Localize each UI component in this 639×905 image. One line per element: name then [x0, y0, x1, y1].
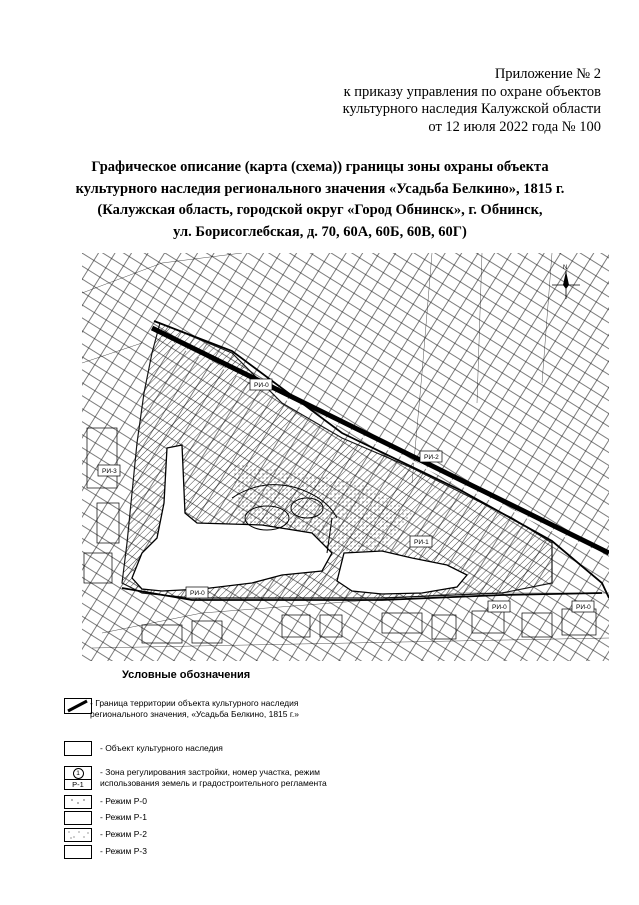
appendix-date: от 12 июля 2022 года № 100 [428, 118, 601, 135]
legend-heading: Условные обозначения [122, 669, 251, 681]
legend-regime-p2 [64, 828, 264, 842]
legend-boundary-text-1: - Граница территории объекта культурного наследия [90, 698, 299, 708]
zone-label-ri3: РИ-3 [102, 468, 117, 475]
regime-p0-swatch [64, 795, 92, 809]
regime-p0-label: - Режим Р-0 [100, 796, 147, 806]
regime-p1-label: - Режим Р-1 [100, 812, 147, 822]
appendix-order: к приказу управления по охране объектов [343, 83, 601, 100]
legend-object [64, 741, 364, 757]
zone-symbol-number: 1 [73, 768, 84, 779]
protection-zone-map [82, 253, 609, 661]
regime-p1-swatch [64, 811, 92, 825]
appendix-authority: культурного наследия Калужской области [342, 101, 601, 117]
title-line-4: ул. Борисоглебская, д. 70, 60А, 60Б, 60В, 60Г) [173, 223, 467, 240]
zone-label-ri1: РИ-1 [414, 539, 429, 546]
compass-north-label: N [563, 265, 568, 271]
legend-regime-p3 [64, 845, 264, 859]
legend-boundary [64, 698, 364, 722]
legend-zone-text-2: использования земель и градостроительного регламента [100, 778, 327, 788]
regime-p2-swatch [64, 828, 92, 842]
document-title [70, 157, 570, 243]
zone-label-ri0-west: РИ-0 [190, 590, 205, 597]
legend-regime-p0 [64, 795, 264, 809]
legend-boundary-text-2: регионального значения, «Усадьба Белкино, 1815 г.» [90, 709, 300, 719]
zone-label-ri0-east: РИ-0 [576, 604, 591, 611]
zone-symbol [64, 766, 92, 790]
regime-p3-label: - Режим Р-3 [100, 846, 147, 856]
legend-zone-text-1: - Зона регулирования застройки, номер участка, режим [100, 767, 320, 777]
title-line-2: культурного наследия регионального значения «Усадьба Белкино», 1815 г. [75, 180, 565, 197]
regime-p3-swatch [64, 845, 92, 859]
title-line-1: Графическое описание (карта (схема)) границы зоны охраны объекта [91, 159, 549, 175]
legend-regime-p1 [64, 811, 264, 825]
appendix-number: Приложение № 2 [494, 66, 601, 82]
title-line-3: (Калужская область, городской округ «Город Обнинск», г. Обнинск, [97, 202, 543, 218]
zone-label-ri0-south: РИ-0 [492, 604, 507, 611]
regime-p2-label: - Режим Р-2 [100, 829, 147, 839]
legend-object-text: - Объект культурного наследия [100, 743, 223, 753]
legend-zone [64, 766, 364, 790]
boundary-line-icon [64, 698, 92, 714]
zone-label-ri0-north: РИ-0 [254, 382, 269, 389]
zone-label-ri2: РИ-2 [424, 454, 439, 461]
appendix-header [281, 66, 601, 136]
object-swatch [64, 741, 92, 756]
zone-symbol-code: Р-1 [65, 779, 91, 789]
